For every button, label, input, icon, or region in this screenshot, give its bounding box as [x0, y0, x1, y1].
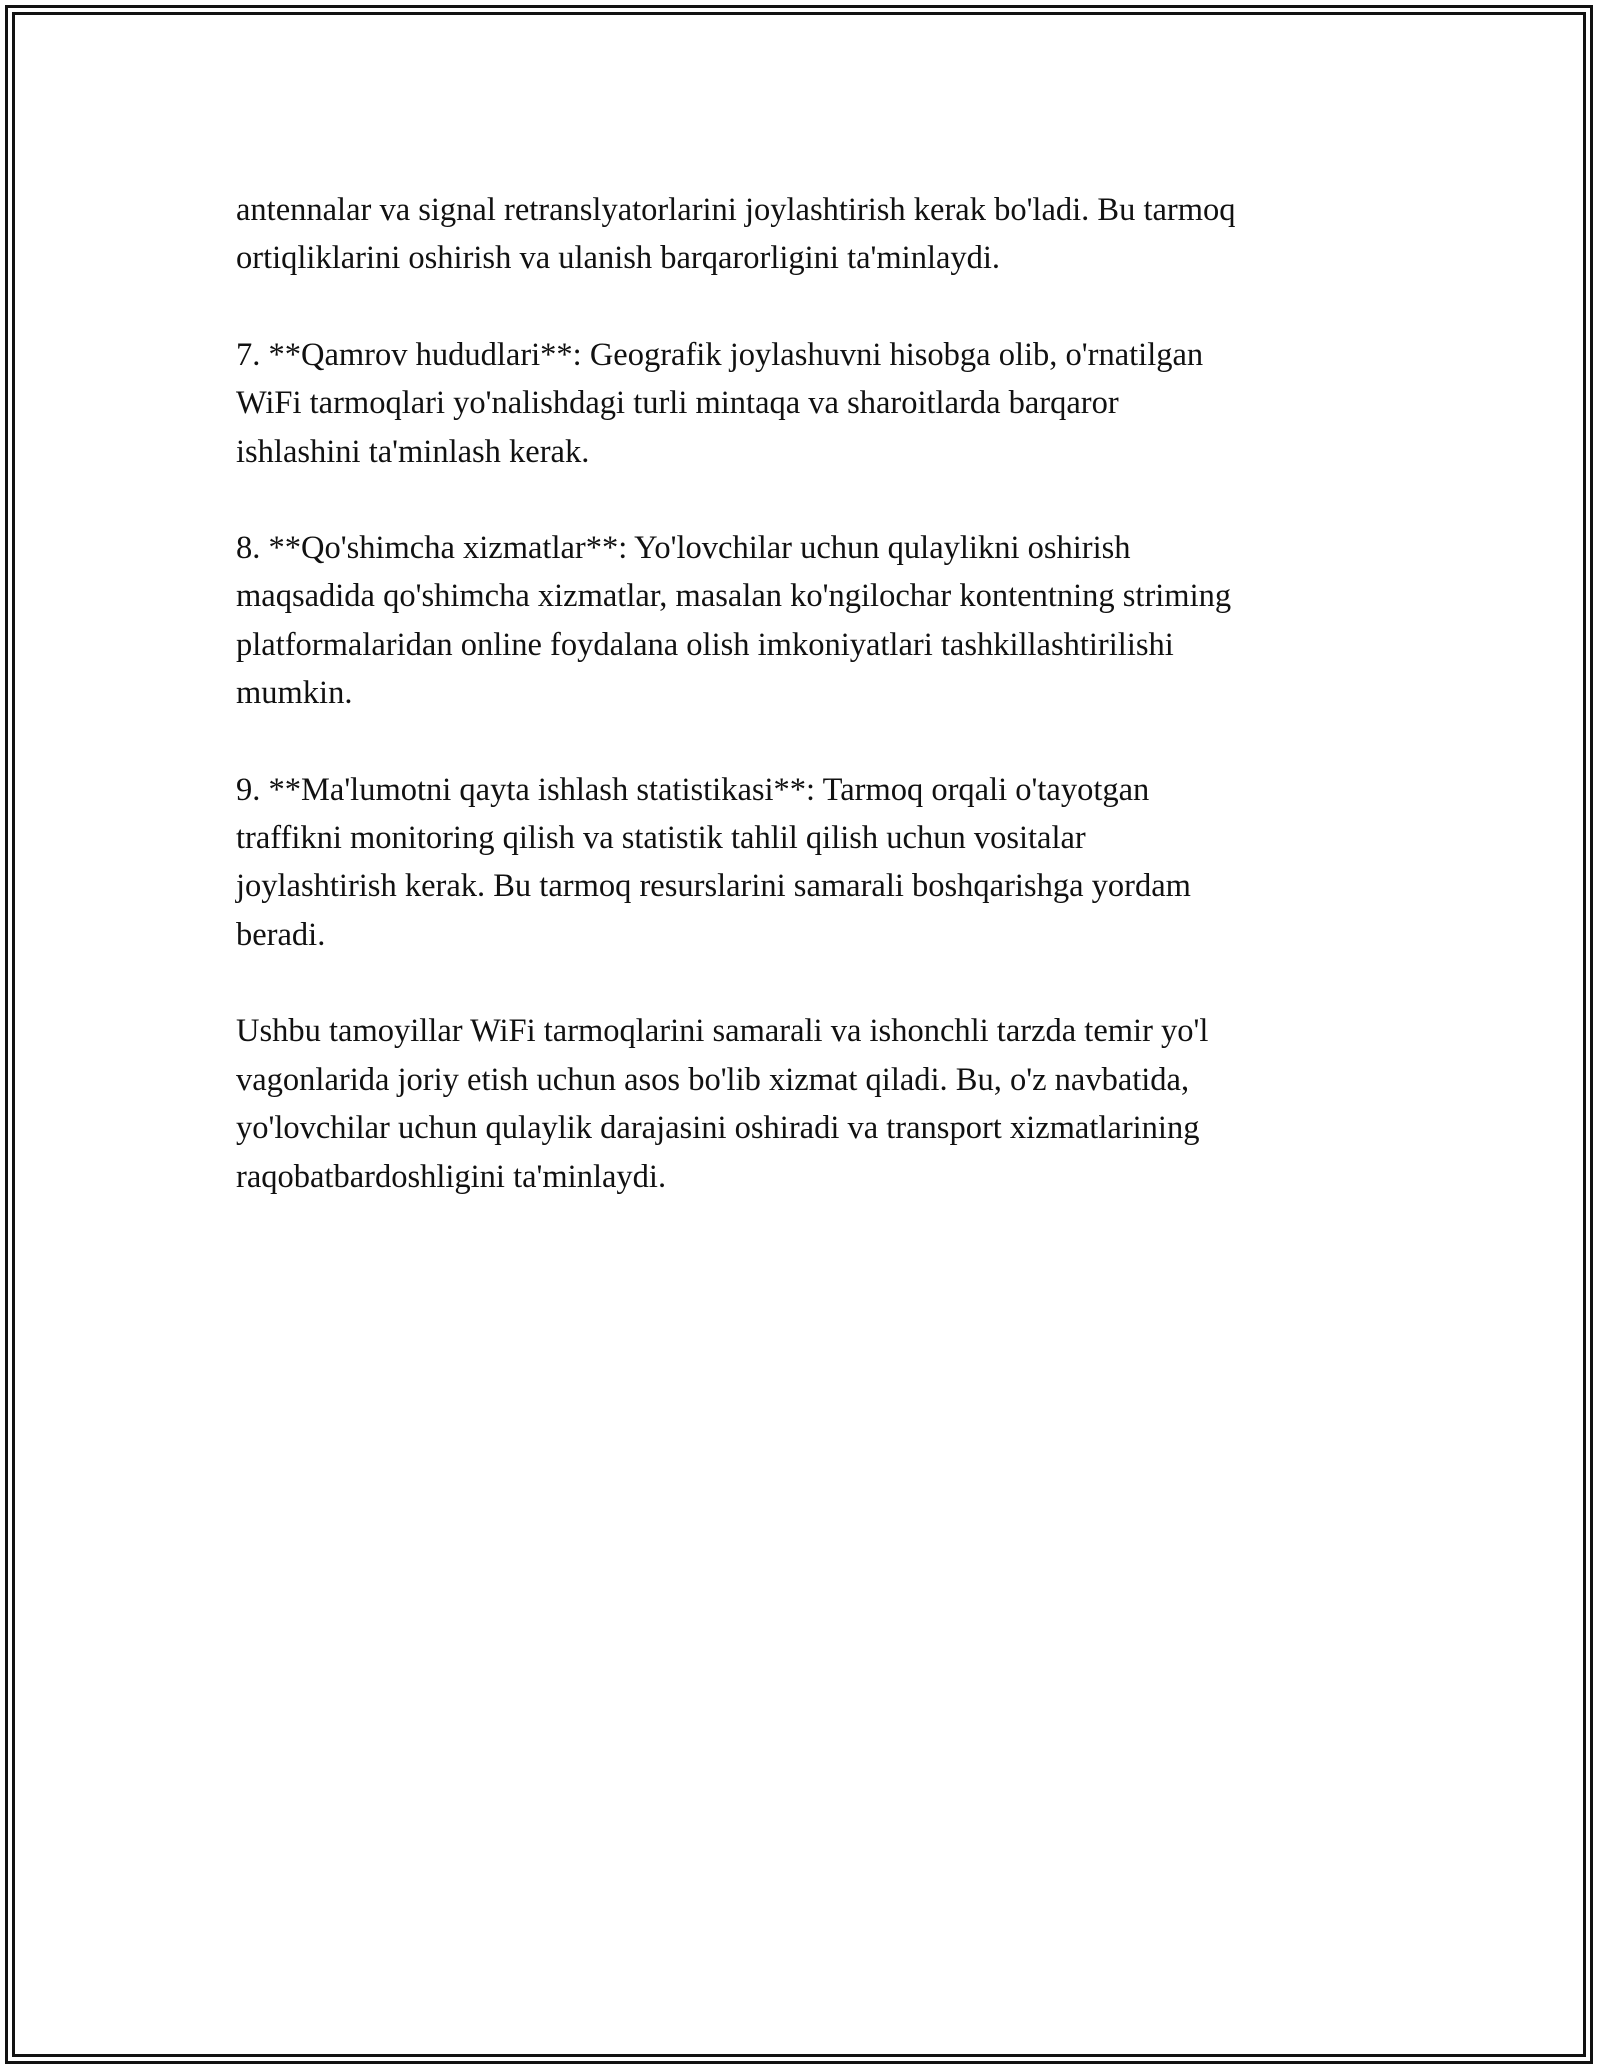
paragraph-antennas [236, 186, 1376, 283]
text-line: vagonlarida joriy etish uchun asos bo'lib xizmat qiladi. Bu, o'z navbatida, [236, 1061, 1190, 1098]
text-line: joylashtirish kerak. Bu tarmoq resurslarini samarali boshqarishga yordam [236, 868, 1191, 905]
paragraph-conclusion [236, 1007, 1376, 1201]
text-line: maqsadida qo'shimcha xizmatlar, masalan ko'ngilochar kontentning striming [236, 578, 1232, 615]
paragraph-additional-services [236, 524, 1376, 718]
text-line: antennalar va signal retranslyatorlarini joylashtirish kerak bo'ladi. Bu tarmoq [236, 192, 1236, 228]
text-line: 8. **Qo'shimcha xizmatlar**: Yo'lovchilar uchun qulaylikni oshirish [236, 530, 1131, 567]
paragraph-coverage-areas [236, 331, 1376, 476]
text-line: traffikni monitoring qilish va statistik tahlil qilish uchun vositalar [236, 820, 1086, 857]
text-line: platformalaridan online foydalana olish imkoniyatlari tashkillashtirilishi [236, 626, 1174, 663]
text-line: ishlashini ta'minlash kerak. [236, 433, 590, 470]
text-line: raqobatbardoshligini ta'minlaydi. [236, 1158, 667, 1195]
document-body [236, 186, 1376, 1249]
text-line: ortiqliklarini oshirish va ulanish barqarorligini ta'minlaydi. [236, 240, 1001, 277]
text-line: 7. **Qamrov hududlari**: Geografik joylashuvni hisobga olib, o'rnatilgan [236, 336, 1204, 373]
text-line: WiFi tarmoqlari yo'nalishdagi turli mintaqa va sharoitlarda barqaror [236, 385, 1119, 422]
text-line: yo'lovchilar uchun qulaylik darajasini oshiradi va transport xizmatlarining [236, 1110, 1200, 1147]
paragraph-data-statistics [236, 766, 1376, 960]
text-line: beradi. [236, 916, 326, 953]
text-line: 9. **Ma'lumotni qayta ishlash statistikasi**: Tarmoq orqali o'tayotgan [236, 771, 1150, 808]
text-line: mumkin. [236, 675, 353, 712]
text-line: Ushbu tamoyillar WiFi tarmoqlarini samarali va ishonchli tarzda temir yo'l [236, 1013, 1209, 1050]
